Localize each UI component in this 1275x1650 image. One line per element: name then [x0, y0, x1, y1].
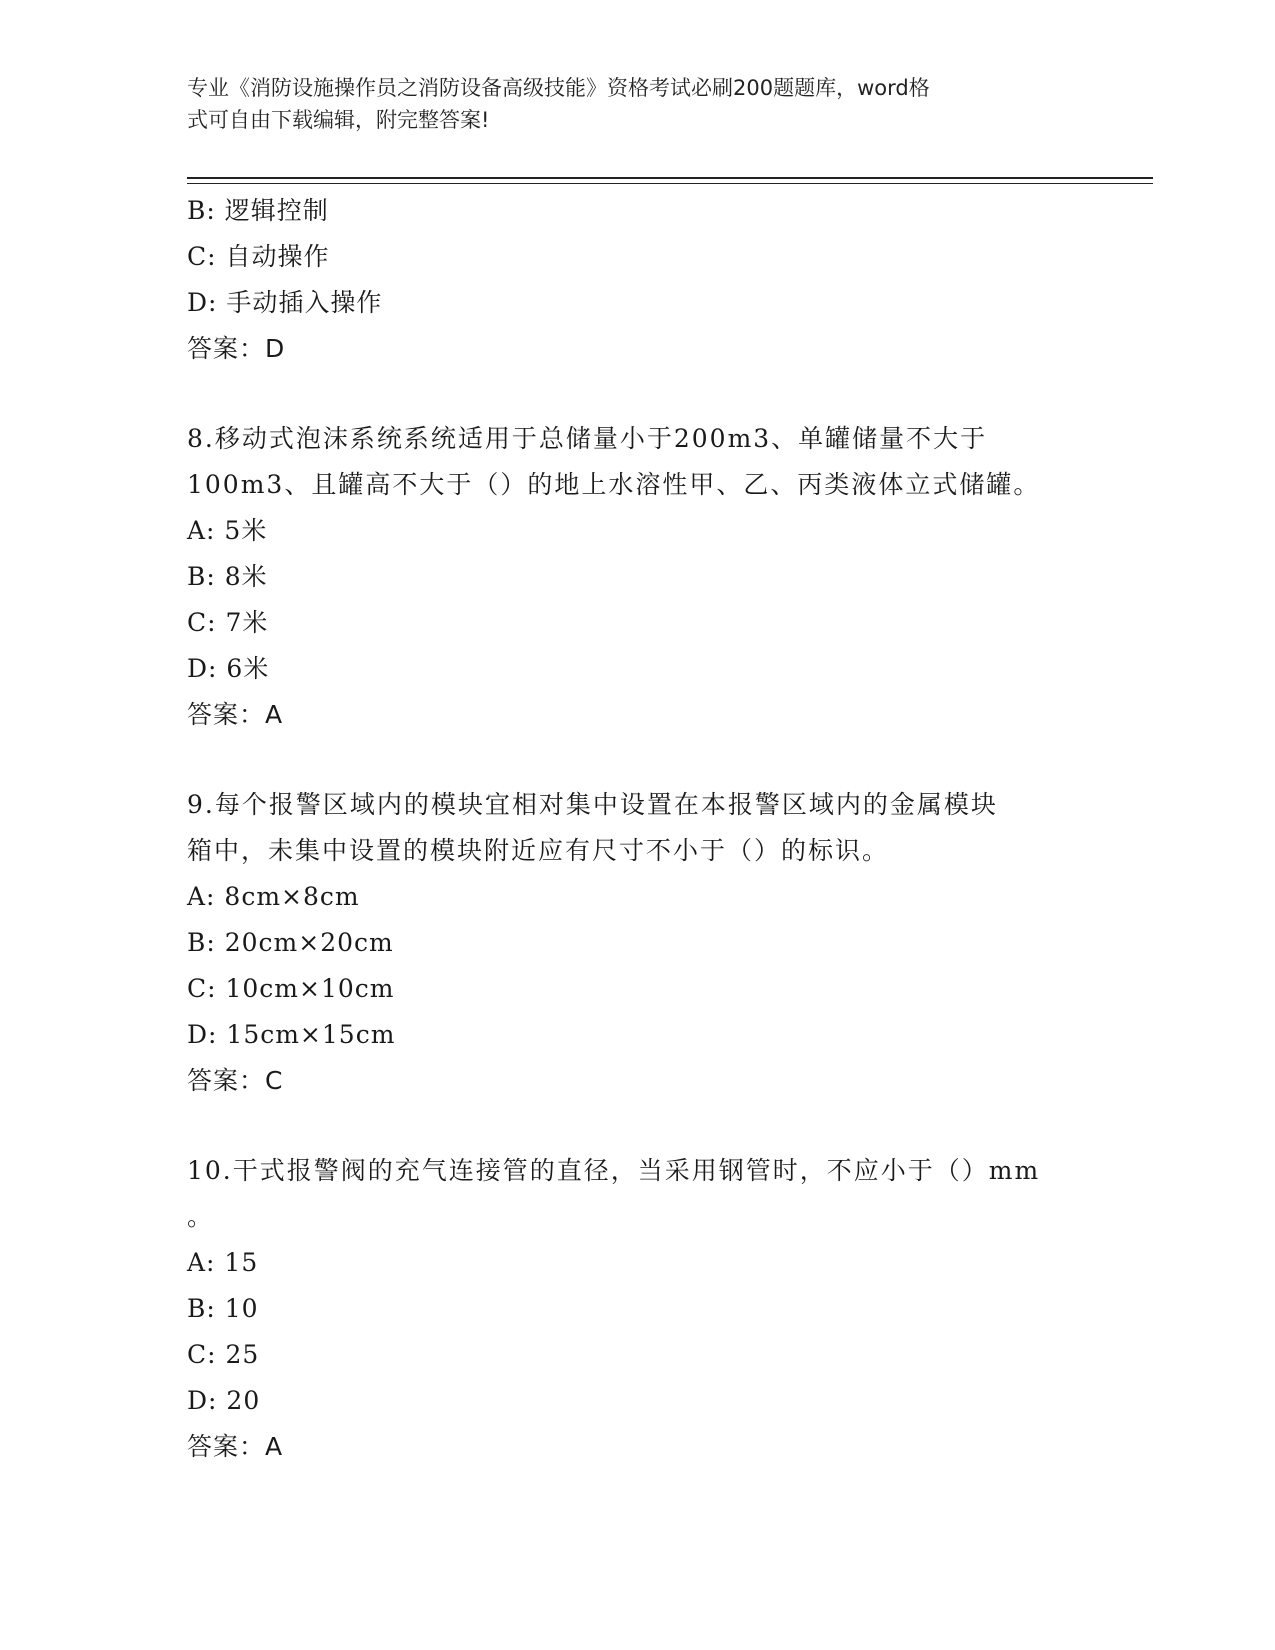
answer-label: 答案：A	[187, 1432, 284, 1461]
option-d: D: 6米	[187, 654, 270, 683]
option-a: A: 8cm×8cm	[187, 882, 360, 911]
question-7-continued	[187, 188, 1087, 372]
header-divider-thin	[187, 183, 1153, 184]
header-line-2: 式可自由下载编辑，附完整答案!	[187, 108, 490, 132]
stem-line-2: 。	[187, 1202, 215, 1231]
option-b: B: 10	[187, 1294, 259, 1323]
option-b: B: 逻辑控制	[187, 196, 329, 225]
question-9	[187, 782, 1087, 1104]
stem-line-2: 箱中，未集中设置的模块附近应有尺寸不小于（）的标识。	[187, 836, 890, 865]
question-list	[187, 188, 1087, 1470]
question-stem	[187, 1148, 1087, 1240]
stem-line-1: 10.干式报警阀的充气连接管的直径，当采用钢管时，不应小于（）mm	[187, 1156, 1041, 1185]
option-a: A: 15	[187, 1248, 259, 1277]
option-c: C: 自动操作	[187, 242, 330, 271]
answer-label: 答案：C	[187, 1066, 284, 1095]
document-header	[187, 72, 1087, 136]
question-10	[187, 1148, 1087, 1470]
option-b: B: 8米	[187, 562, 268, 591]
option-c: C: 10cm×10cm	[187, 974, 395, 1003]
option-c: C: 7米	[187, 608, 269, 637]
stem-line-2: 100m3、且罐高不大于（）的地上水溶性甲、乙、丙类液体立式储罐。	[187, 470, 1041, 499]
question-8	[187, 416, 1087, 738]
stem-line-1: 9.每个报警区域内的模块宜相对集中设置在本报警区域内的金属模块	[187, 790, 998, 819]
option-a: A: 5米	[187, 516, 268, 545]
stem-line-1: 8.移动式泡沫系统系统适用于总储量小于200m3、单罐储量不大于	[187, 424, 988, 453]
option-c: C: 25	[187, 1340, 260, 1369]
answer-label: 答案：D	[187, 334, 286, 363]
question-stem	[187, 416, 1087, 508]
header-line-1: 专业《消防设施操作员之消防设备高级技能》资格考试必刷200题题库，word格	[187, 76, 930, 100]
option-d: D: 15cm×15cm	[187, 1020, 396, 1049]
option-d: D: 手动插入操作	[187, 288, 383, 317]
option-d: D: 20	[187, 1386, 261, 1415]
question-stem	[187, 782, 1087, 874]
answer-label: 答案：A	[187, 700, 284, 729]
option-b: B: 20cm×20cm	[187, 928, 394, 957]
header-divider-thick	[187, 177, 1153, 179]
